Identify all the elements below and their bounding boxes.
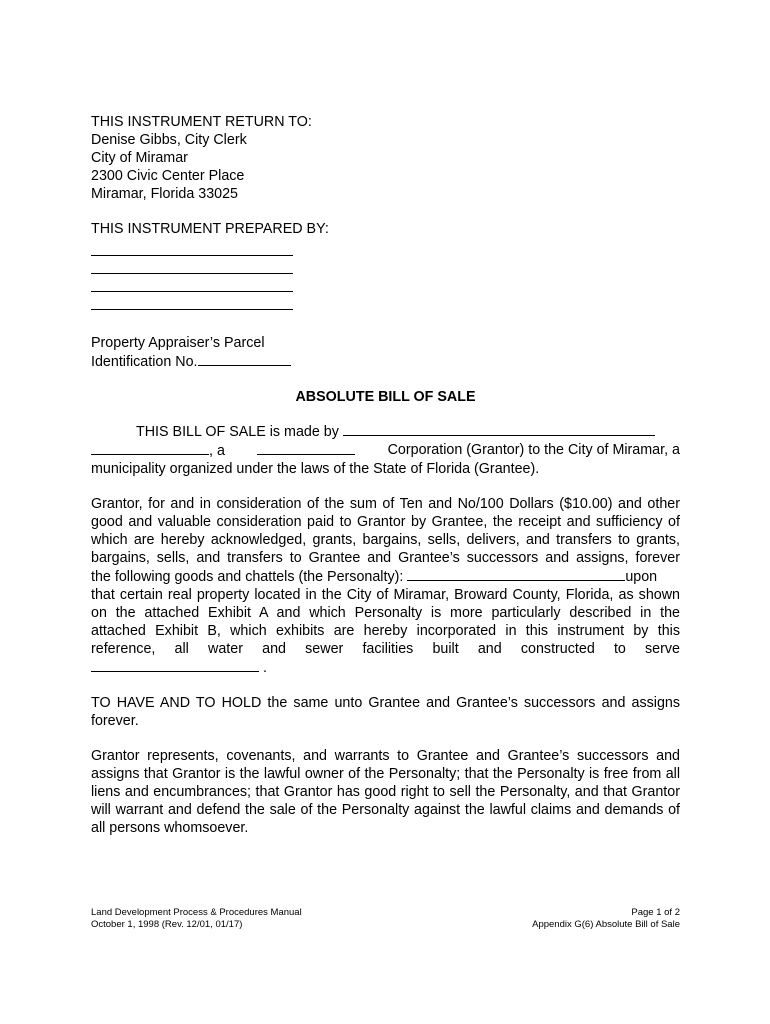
parcel-label: Property Appraiser’s Parcel	[91, 335, 265, 351]
return-to-line: Miramar, Florida 33025	[91, 186, 239, 202]
intro-text: Corporation (Grantor) to the City of Miramar, a	[387, 442, 680, 458]
prepared-by-heading: THIS INSTRUMENT PREPARED BY:	[91, 221, 329, 237]
grant-line: Grantor, for and in consideration of the sum of Ten and No/100 Dollars ($10.00) and other	[91, 496, 680, 512]
facility-blank	[91, 658, 259, 672]
grant-line: .	[262, 660, 267, 676]
return-to-line: City of Miramar	[91, 150, 188, 166]
prepared-by-block	[91, 220, 680, 310]
personalty-blank	[407, 567, 625, 581]
grant-line: on the attached Exhibit A and which Personalty is more particularly described in the	[91, 605, 680, 621]
document-title: ABSOLUTE BILL OF SALE	[295, 389, 476, 405]
parcel-id-label: Identification No.	[91, 354, 198, 370]
parcel-block	[91, 334, 680, 371]
footer-page-number: Page 1 of 2	[631, 907, 680, 918]
state-blank	[257, 441, 355, 455]
parcel-id-blank	[198, 352, 291, 366]
grant-line: the following goods and chattels (the Personalty):	[91, 569, 404, 585]
footer-revision-date: October 1, 1998 (Rev. 12/01, 01/17)	[91, 918, 243, 930]
warranty-paragraph: Grantor represents, covenants, and warrants to Grantee and Grantee’s successors and assigns that Grantor is the lawful owner of the Personalty; that the Personalty is free from all liens and encumbrances; that Grantor has good right to sell the Personalty, and that Grantor will warrant and defend the sale of the Personalty against the lawful claims and demands of all persons whomsoever.	[91, 748, 680, 836]
grant-line: upon	[625, 569, 658, 585]
return-to-line: 2300 Civic Center Place	[91, 168, 245, 184]
grant-line: bargains, sells, and transfers to Grantee and Grantee’s successors and assigns, forever	[91, 550, 680, 566]
grantor-name-blank	[91, 441, 209, 455]
prepared-by-blank	[91, 274, 293, 292]
document-body	[91, 113, 680, 837]
return-to-heading: THIS INSTRUMENT RETURN TO:	[91, 114, 312, 130]
prepared-by-blank	[91, 292, 293, 310]
grant-line: which are hereby acknowledged, grants, bargains, sells, delivers, and transfers to grants,	[91, 532, 680, 548]
return-to-line: Denise Gibbs, City Clerk	[91, 132, 247, 148]
prepared-by-blank	[91, 256, 293, 274]
intro-paragraph	[91, 422, 680, 478]
habendum-paragraph: TO HAVE AND TO HOLD the same unto Grantee and Grantee’s successors and assigns forever.	[91, 695, 680, 729]
intro-text: , a	[209, 443, 225, 459]
intro-text: THIS BILL OF SALE is made by	[136, 424, 339, 440]
grant-line: attached Exhibit B, which exhibits are hereby incorporated in this instrument by this	[91, 623, 680, 639]
grantor-name-blank	[343, 422, 655, 436]
footer-appendix-label: Appendix G(6) Absolute Bill of Sale	[532, 918, 680, 930]
grant-line: reference, all water and sewer facilities built and constructed to serve	[91, 641, 680, 657]
prepared-by-blank	[91, 238, 293, 256]
footer-manual-title: Land Development Process & Procedures Manual	[91, 907, 302, 918]
grant-line: good and valuable consideration paid to Grantor by Grantee, the receipt and sufficiency of	[91, 514, 680, 530]
grant-line: that certain real property located in the City of Miramar, Broward County, Florida, as shown	[91, 587, 680, 603]
grant-paragraph	[91, 495, 680, 677]
return-to-block	[91, 113, 680, 203]
intro-text: municipality organized under the laws of the State of Florida (Grantee).	[91, 461, 540, 477]
